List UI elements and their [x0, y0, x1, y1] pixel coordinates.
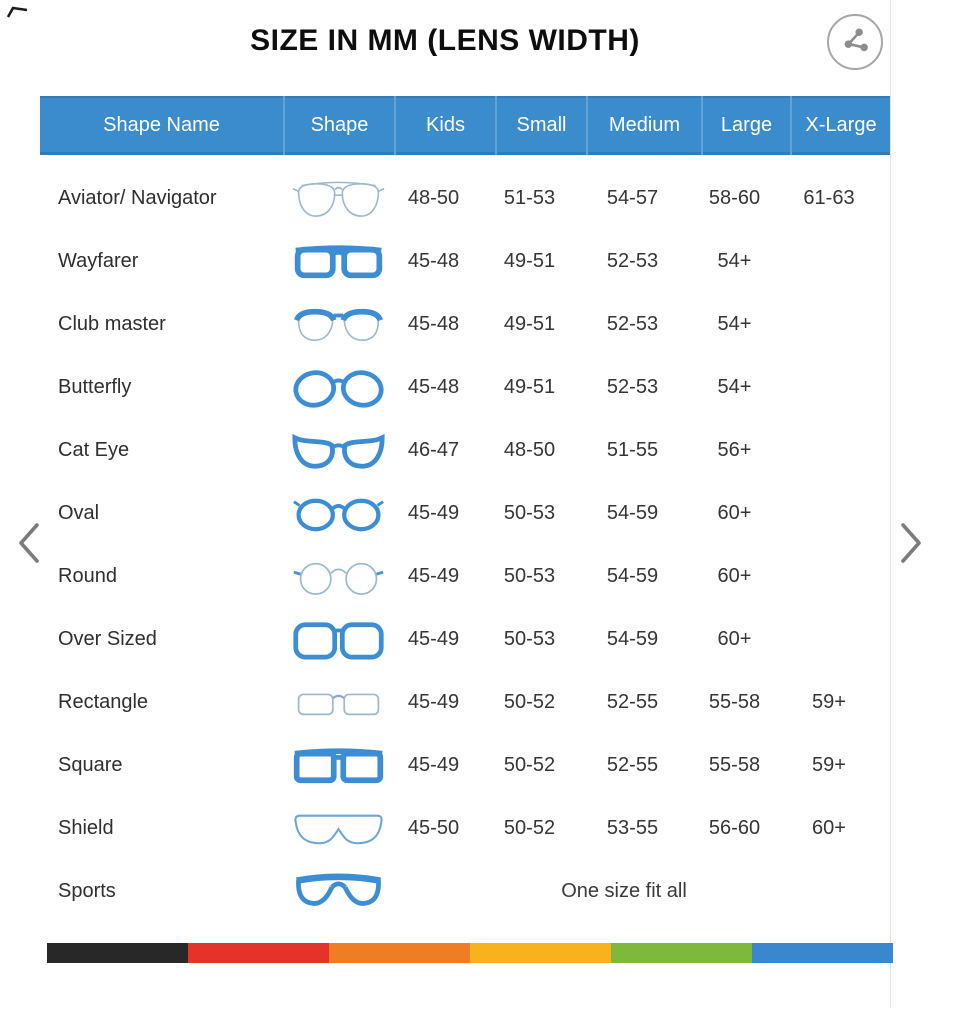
cateye-glasses-icon [283, 427, 394, 475]
size-large: 54+ [717, 313, 752, 335]
size-medium: 52-55 [606, 754, 659, 776]
size-kids: 46-47 [407, 439, 460, 461]
size-large: 60+ [717, 502, 752, 524]
table-row [40, 167, 890, 230]
color-segment [752, 943, 893, 963]
color-segment [611, 943, 752, 963]
size-small: 50-52 [503, 691, 556, 713]
size-medium: 54-59 [606, 502, 659, 524]
table-header-row [40, 96, 890, 155]
size-small: 50-53 [503, 502, 556, 524]
size-small: 50-53 [503, 628, 556, 650]
sports-glasses-icon [283, 868, 394, 916]
chevron-left-icon [16, 521, 42, 565]
card-edge-line [890, 0, 891, 1008]
size-large: 56-60 [708, 817, 761, 839]
table-row [40, 608, 890, 671]
round-glasses-icon [283, 553, 394, 601]
size-large: 60+ [717, 628, 752, 650]
size-kids: 45-49 [407, 628, 460, 650]
table-row [40, 419, 890, 482]
size-medium: 54-59 [606, 565, 659, 587]
table-row [40, 356, 890, 419]
size-medium: 52-53 [606, 376, 659, 398]
size-table [40, 96, 890, 923]
size-large: 55-58 [708, 754, 761, 776]
shape-name: Oval [58, 502, 100, 524]
size-small: 50-52 [503, 754, 556, 776]
size-kids: 45-49 [407, 691, 460, 713]
table-row [40, 230, 890, 293]
size-large: 54+ [717, 250, 752, 272]
wayfarer-glasses-icon [283, 238, 394, 286]
color-bar [47, 943, 893, 963]
table-row [40, 293, 890, 356]
size-kids: 45-48 [407, 313, 460, 335]
shape-name: Club master [58, 313, 166, 335]
share-button[interactable] [827, 14, 883, 70]
size-medium: 52-53 [606, 313, 659, 335]
header-small: Small [495, 96, 586, 155]
size-medium: 54-57 [606, 187, 659, 209]
size-small: 50-52 [503, 817, 556, 839]
size-small: 49-51 [503, 376, 556, 398]
color-segment [470, 943, 611, 963]
size-large: 56+ [717, 439, 752, 461]
size-large: 60+ [717, 565, 752, 587]
rectangle-glasses-icon [283, 679, 394, 727]
shape-name: Shield [58, 817, 114, 839]
size-kids: 45-50 [407, 817, 460, 839]
one-size-note: One size fit all [561, 880, 687, 902]
table-row [40, 671, 890, 734]
shape-name: Round [58, 565, 117, 587]
shape-name: Sports [58, 880, 116, 902]
butterfly-glasses-icon [283, 364, 394, 412]
size-kids: 45-48 [407, 250, 460, 272]
page-title: SIZE IN MM (LENS WIDTH) [250, 24, 640, 57]
size-xlarge: 59+ [812, 691, 846, 713]
header-kids: Kids [394, 96, 495, 155]
shape-name: Aviator/ Navigator [58, 187, 217, 209]
size-large: 55-58 [708, 691, 761, 713]
shape-name: Wayfarer [58, 250, 139, 272]
size-large: 54+ [717, 376, 752, 398]
color-segment [188, 943, 329, 963]
shape-name: Butterfly [58, 376, 132, 398]
shape-name: Rectangle [58, 691, 149, 713]
shape-name: Over Sized [58, 628, 157, 650]
size-xlarge: 59+ [812, 754, 846, 776]
header-large: Large [701, 96, 790, 155]
size-small: 49-51 [503, 250, 556, 272]
carousel-prev-button[interactable] [16, 521, 42, 565]
aviator-glasses-icon [283, 175, 394, 223]
size-kids: 45-49 [407, 502, 460, 524]
color-segment [329, 943, 470, 963]
size-xlarge: 60+ [812, 817, 846, 839]
color-segment [47, 943, 188, 963]
size-medium: 54-59 [606, 628, 659, 650]
size-medium: 52-55 [606, 691, 659, 713]
oversized-glasses-icon [283, 616, 394, 664]
table-body [40, 155, 890, 923]
size-small: 48-50 [503, 439, 556, 461]
size-kids: 45-48 [407, 376, 460, 398]
clubmaster-glasses-icon [283, 301, 394, 349]
table-row [40, 860, 890, 923]
shape-name: Square [58, 754, 123, 776]
size-kids: 45-49 [407, 565, 460, 587]
table-row [40, 797, 890, 860]
header-medium: Medium [586, 96, 701, 155]
table-row [40, 734, 890, 797]
size-large: 58-60 [708, 187, 761, 209]
square-glasses-icon [283, 742, 394, 790]
table-row [40, 545, 890, 608]
chevron-right-icon [898, 521, 924, 565]
size-kids: 45-49 [407, 754, 460, 776]
size-small: 49-51 [503, 313, 556, 335]
table-row [40, 482, 890, 545]
shield-glasses-icon [283, 805, 394, 853]
size-kids: 48-50 [407, 187, 460, 209]
carousel-next-button[interactable] [898, 521, 924, 565]
share-icon [840, 27, 870, 57]
size-xlarge: 61-63 [803, 187, 855, 209]
size-medium: 52-53 [606, 250, 659, 272]
oval-glasses-icon [283, 490, 394, 538]
size-small: 51-53 [503, 187, 556, 209]
header-shape-name: Shape Name [103, 114, 220, 136]
header-shape: Shape [283, 96, 394, 155]
shape-name: Cat Eye [58, 439, 130, 461]
header-xlarge: X-Large [790, 96, 890, 155]
size-small: 50-53 [503, 565, 556, 587]
size-medium: 53-55 [606, 817, 659, 839]
size-medium: 51-55 [606, 439, 659, 461]
corner-mark [6, 5, 28, 19]
